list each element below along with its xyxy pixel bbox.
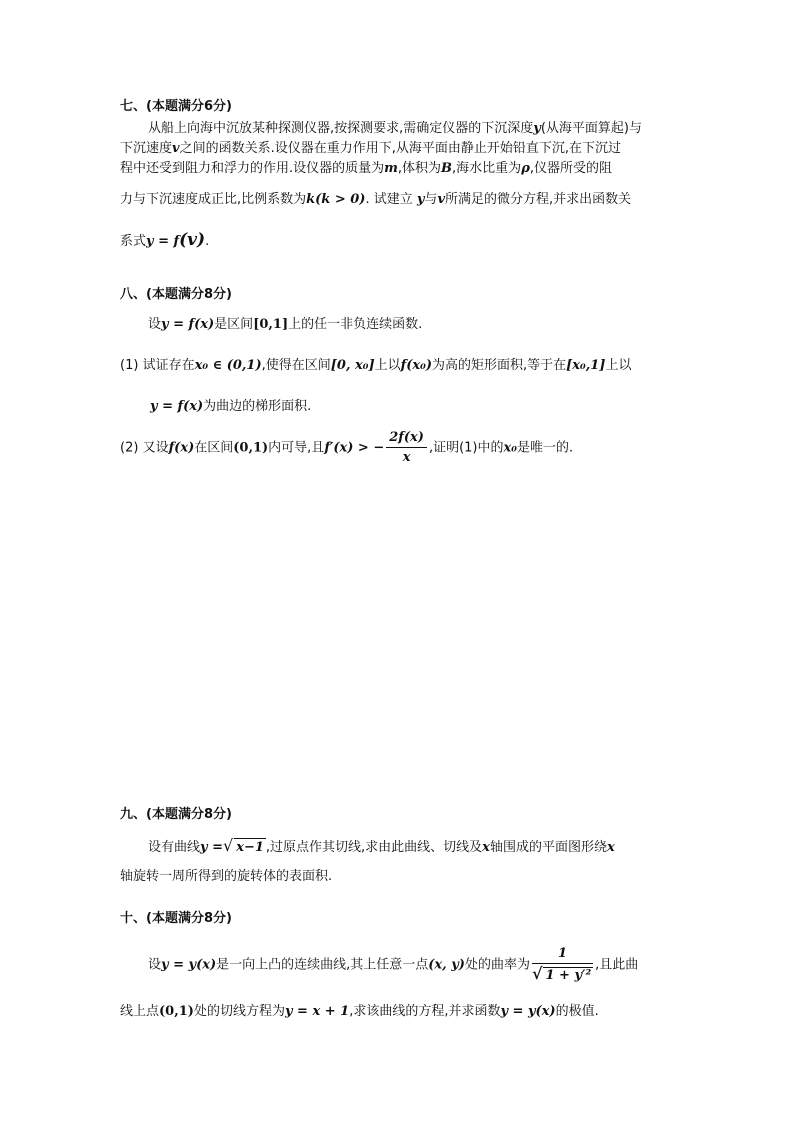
math-yf: y = f [146, 234, 180, 249]
math-v: v [437, 192, 445, 207]
text: 的极值. [555, 1004, 599, 1019]
fraction-denominator [532, 964, 593, 984]
q9-heading: 九、(本题满分8分) [120, 807, 232, 822]
text: 程中还受到阻力和浮力的作用.设仪器的质量为 [120, 161, 385, 176]
text: 为高的矩形面积,等于在 [431, 358, 567, 373]
text: 设有曲线 [148, 840, 201, 855]
text: 是一向上凸的连续曲线,其上任意一点 [216, 957, 429, 973]
text: ,仪器所受的阻 [529, 161, 612, 176]
math-interval: [0,1] [253, 317, 289, 332]
q7-line-3 [120, 160, 612, 178]
text: ,且此曲 [595, 957, 639, 973]
math-point: (0,1) [159, 1004, 194, 1019]
math-yfx: y = f(x) [161, 317, 215, 332]
math-k: k(k > 0) [306, 192, 366, 207]
q10-line-2 [120, 1003, 599, 1021]
q7-line-2 [120, 140, 621, 158]
text: ,求该曲线的方程,并求函数 [349, 1004, 501, 1019]
math-line-eq: y = x + 1 [284, 1004, 350, 1019]
text: 又设 [142, 440, 169, 456]
text: ,过原点作其切线,求由此曲线、切线及 [265, 840, 483, 855]
math-v: v [172, 141, 180, 156]
q8-part-1 [120, 357, 631, 375]
math-interval: [0, x₀] [330, 358, 375, 373]
math-x: x [482, 840, 490, 855]
q7-line-5 [120, 231, 209, 251]
math-fx0: f(x₀) [400, 358, 432, 373]
text: 上的任一非负连续函数. [288, 317, 423, 332]
math-y: y [533, 121, 541, 136]
math-interval: (0,1) [233, 440, 269, 456]
math-point: (x, y) [428, 957, 465, 973]
q7-line-1 [148, 120, 642, 138]
text: 轴围成的平面图形绕 [489, 840, 607, 855]
math-rho: ρ [521, 161, 530, 176]
q9-line-2: 轴旋转一周所得到的旋转体的表面积. [120, 869, 333, 884]
text: 系式 [120, 234, 147, 249]
text: . [205, 234, 210, 249]
text: 内可导,且 [268, 440, 325, 456]
text: 从船上向海中沉放某种探测仪器,按探测要求,需确定仪器的下沉深度 [148, 121, 534, 136]
q8-heading: 八、(本题满分8分) [120, 287, 232, 302]
sqrt-icon: √ [223, 836, 234, 855]
fraction [386, 430, 427, 466]
text: 为曲边的梯形面积. [203, 399, 312, 414]
part-label: (2) [120, 440, 139, 456]
text: 是唯一的. [516, 440, 574, 456]
text: 下沉速度 [120, 141, 173, 156]
q10-line-1 [148, 946, 638, 984]
part-label: (1) [120, 358, 139, 373]
sqrt-icon: √ [531, 964, 543, 983]
text: ,海水比重为 [452, 161, 522, 176]
math-m: m [384, 161, 398, 176]
text: 设 [148, 317, 162, 332]
text: 上以 [374, 358, 401, 373]
math-radicand: x−1 [236, 840, 264, 855]
text: 是区间 [214, 317, 254, 332]
text: 所满足的微分方程,并求出函数关 [445, 192, 632, 207]
text: 与 [424, 192, 438, 207]
math-y: y = [200, 840, 223, 855]
text: 之间的函数关系.设仪器在重力作用下,从海平面由静止开始铅直下沉,在下沉过 [179, 141, 621, 156]
math-yyx: y = y(x) [161, 957, 217, 973]
math-fx: f(x) [168, 440, 195, 456]
math-radicand: 1 + y′² [545, 968, 592, 983]
text: 设 [148, 957, 162, 973]
math-yfx: y = f(x) [150, 399, 204, 414]
math-inequality: f′(x) > − [324, 440, 385, 456]
text: 上以 [605, 358, 632, 373]
curvature-fraction [532, 946, 593, 984]
text: 处的切线方程为 [193, 1004, 285, 1019]
math-y: y [416, 192, 425, 207]
math-interval: [x₀,1] [566, 358, 606, 373]
math-B: B [441, 161, 453, 176]
text: ,体积为 [397, 161, 442, 176]
fraction-numerator: 2f(x) [386, 430, 427, 448]
math-x0: x₀ [503, 440, 517, 456]
math-x: x [606, 840, 615, 855]
q8-intro [148, 316, 422, 334]
text: 在区间 [194, 440, 234, 456]
text: ,使得在区间 [261, 358, 331, 373]
text: 处的曲率为 [464, 957, 530, 973]
q8-part-1-cont [150, 398, 311, 416]
text: 线上点 [120, 1004, 160, 1019]
text: 试证存在 [142, 358, 195, 373]
q7-heading: 七、(本题满分6分) [120, 99, 232, 114]
math-x0: x₀ ∈ (0,1) [194, 358, 262, 373]
fraction-numerator: 1 [532, 946, 593, 964]
q9-line-1 [148, 837, 615, 857]
text: ,证明(1)中的 [428, 440, 504, 456]
text: 力与下沉速度成正比,比例系数为 [120, 192, 307, 207]
fraction-denominator: x [402, 450, 411, 465]
text: (从海平面算起)与 [540, 121, 642, 136]
q8-part-2 [120, 430, 573, 466]
text: . 试建立 [365, 192, 413, 207]
q7-line-4 [120, 191, 631, 209]
math-paren-v: (v) [179, 230, 206, 250]
math-yyx: y = y(x) [500, 1004, 556, 1019]
q10-heading: 十、(本题满分8分) [120, 911, 232, 926]
